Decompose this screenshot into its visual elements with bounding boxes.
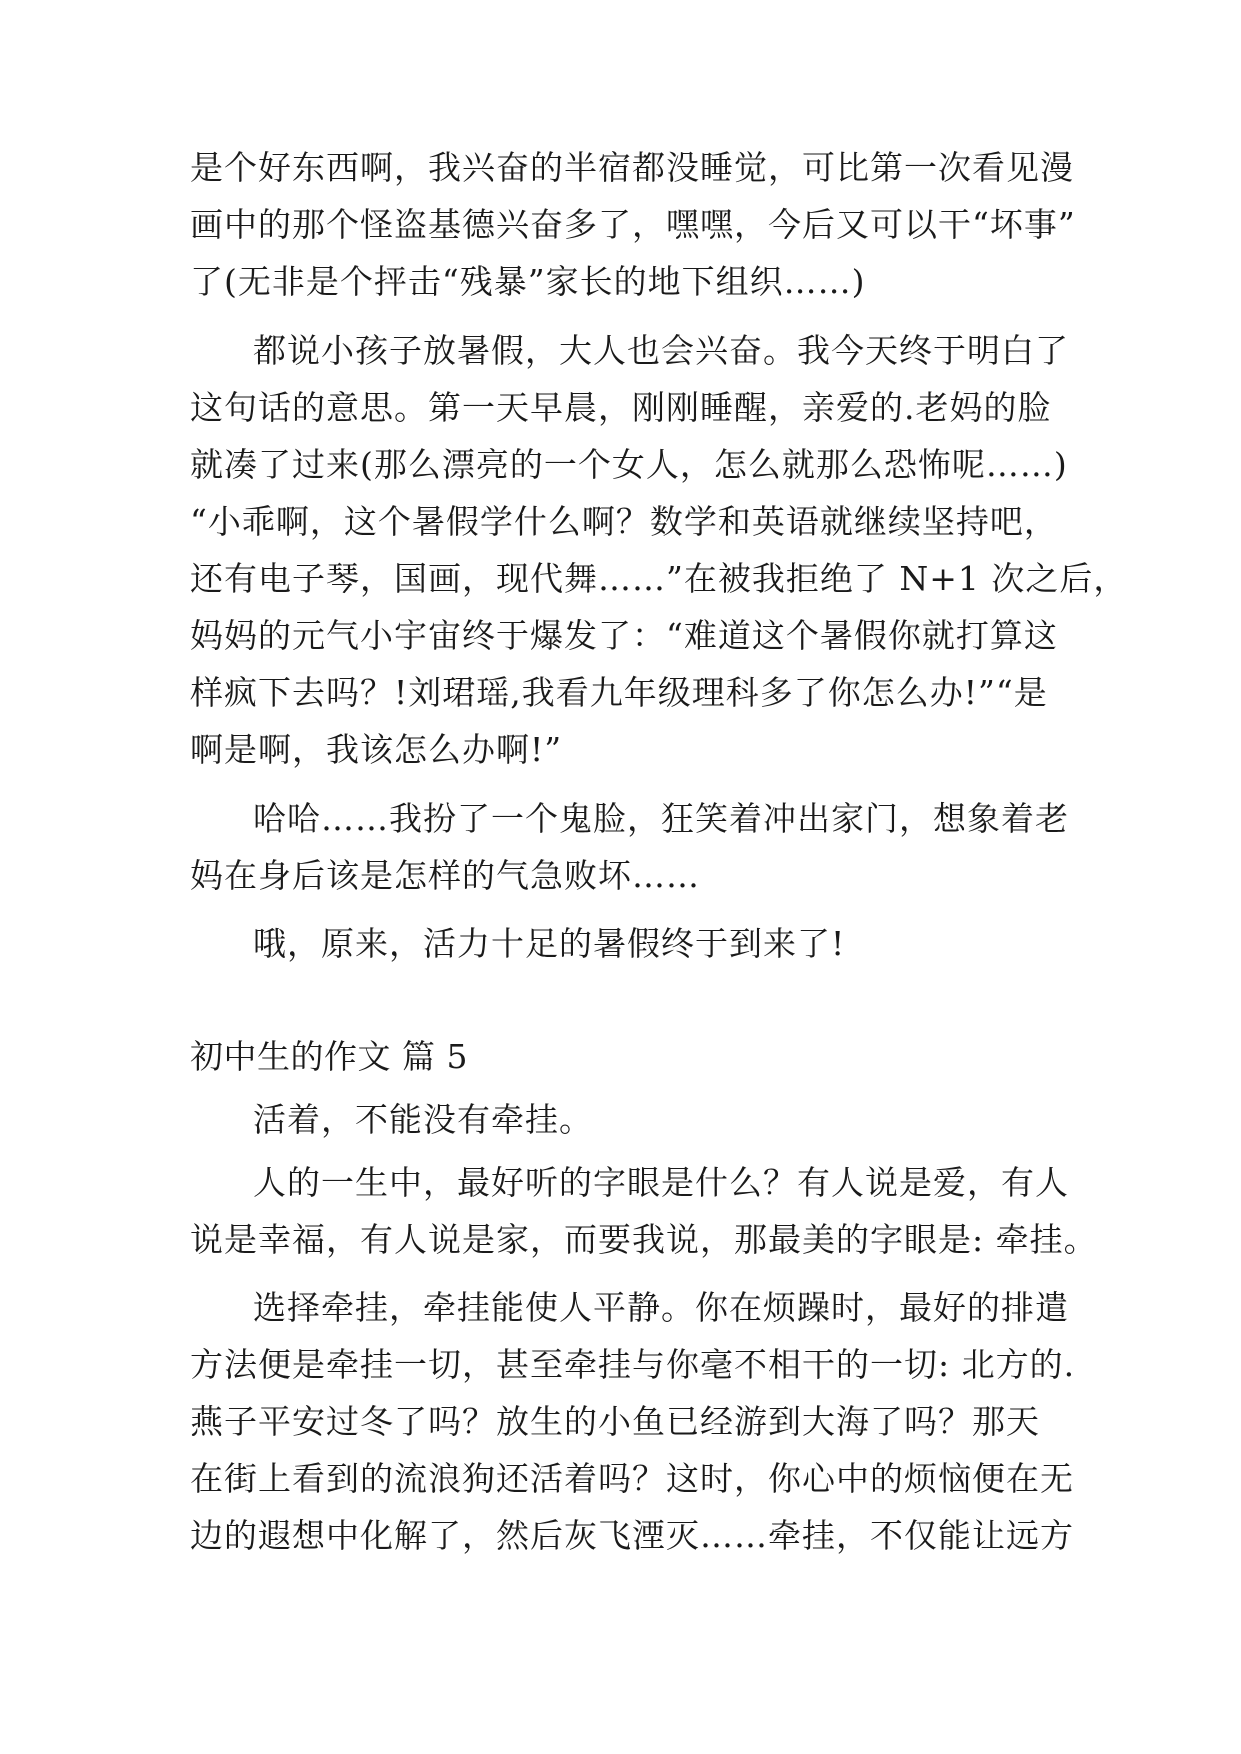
- text-line: 人的一生中，最好听的字眼是什么？有人说是爱，有人: [253, 1163, 1069, 1202]
- text-line: 都说小孩子放暑假，大人也会兴奋。我今天终于明白了: [253, 331, 1069, 370]
- text-line: 燕子平安过冬了吗？放生的小鱼已经游到大海了吗？那天: [190, 1402, 1040, 1441]
- text-line: 了(无非是个抨击“残暴”家长的地下组织……): [190, 262, 866, 301]
- text-line: 还有电子琴，国画，现代舞……”在被我拒绝了 N+1 次之后，: [190, 559, 1128, 598]
- text-line: 啊是啊，我该怎么办啊!”: [190, 730, 563, 769]
- text-line: 哈哈……我扮了一个鬼脸，狂笑着冲出家门，想象着老: [253, 799, 1069, 838]
- text-line: “小乖啊，这个暑假学什么啊？数学和英语就继续坚持吧，: [190, 502, 1058, 541]
- text-line: 妈妈的元气小宇宙终于爆发了：“难道这个暑假你就打算这: [190, 616, 1058, 655]
- text-line: 在街上看到的流浪狗还活着吗？这时，你心中的烦恼便在无: [190, 1459, 1074, 1498]
- text-line: 妈在身后该是怎样的气急败坏……: [190, 856, 700, 895]
- section-heading: 初中生的作文 篇 5: [190, 1037, 468, 1076]
- text-line: 边的遐想中化解了，然后灰飞湮灭……牵挂，不仅能让远方: [190, 1516, 1074, 1555]
- text-line: 是个好东西啊，我兴奋的半宿都没睡觉，可比第一次看见漫: [190, 148, 1074, 187]
- text-line: 说是幸福，有人说是家，而要我说，那最美的字眼是: 牵挂。: [190, 1220, 1098, 1259]
- text-line: 就凑了过来(那么漂亮的一个女人，怎么就那么恐怖呢……): [190, 445, 1068, 484]
- text-line: 这句话的意思。第一天早晨，刚刚睡醒，亲爱的.老妈的脸: [190, 388, 1052, 427]
- text-line: 活着，不能没有牵挂。: [253, 1100, 593, 1139]
- text-line: 样疯下去吗？!刘珺瑶,我看九年级理科多了你怎么办!”“是: [190, 673, 1048, 712]
- text-line: 画中的那个怪盗基德兴奋多了，嘿嘿，今后又可以干“坏事”: [190, 205, 1076, 244]
- text-line: 选择牵挂，牵挂能使人平静。你在烦躁时，最好的排遣: [253, 1288, 1069, 1327]
- text-line: 方法便是牵挂一切，甚至牵挂与你毫不相干的一切: 北方的.: [190, 1345, 1076, 1384]
- text-line: 哦，原来，活力十足的暑假终于到来了!: [253, 924, 846, 963]
